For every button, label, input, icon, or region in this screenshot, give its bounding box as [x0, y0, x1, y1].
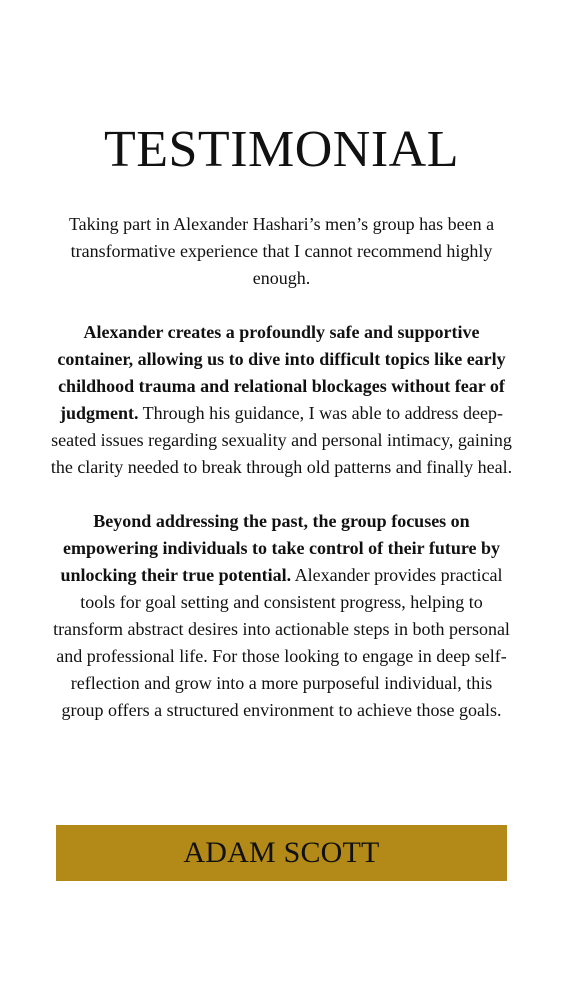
author-banner [56, 825, 507, 881]
testimonial-paragraph-2 [50, 319, 513, 481]
testimonial-body [50, 211, 513, 751]
paragraph-3-regular-text: Alexander provides practical tools for goal setting and consistent progress, helping to transform abstract desires into actionable steps in both personal and professional life. For those looking to engage in deep self-reflection and grow into a more purposeful individual, this group offers a structured environment to achieve those goals. [53, 565, 510, 720]
paragraph-2-regular-text: Through his guidance, I was able to address deep-seated issues regarding sexuality and personal intimacy, gaining the clarity needed to break through old patterns and finally heal. [50, 403, 513, 477]
paragraph-1-text: Taking part in Alexander Hashari’s men’s group has been a transformative experience that I cannot recommend highly enough. [68, 214, 495, 288]
testimonial-paragraph-1 [50, 211, 513, 292]
paragraph-2-bold-text: Alexander creates a profoundly safe and supportive container, allowing us to dive into difficult topics like early childhood trauma and relational blockages without fear of judgment. [57, 322, 506, 423]
author-name: ADAM SCOTT [183, 836, 380, 869]
testimonial-paragraph-3 [50, 508, 513, 724]
page-title: TESTIMONIAL [103, 121, 459, 178]
paragraph-3-bold-text: Beyond addressing the past, the group focuses on empowering individuals to take control of their future by unlocking their true potential. [60, 511, 500, 585]
